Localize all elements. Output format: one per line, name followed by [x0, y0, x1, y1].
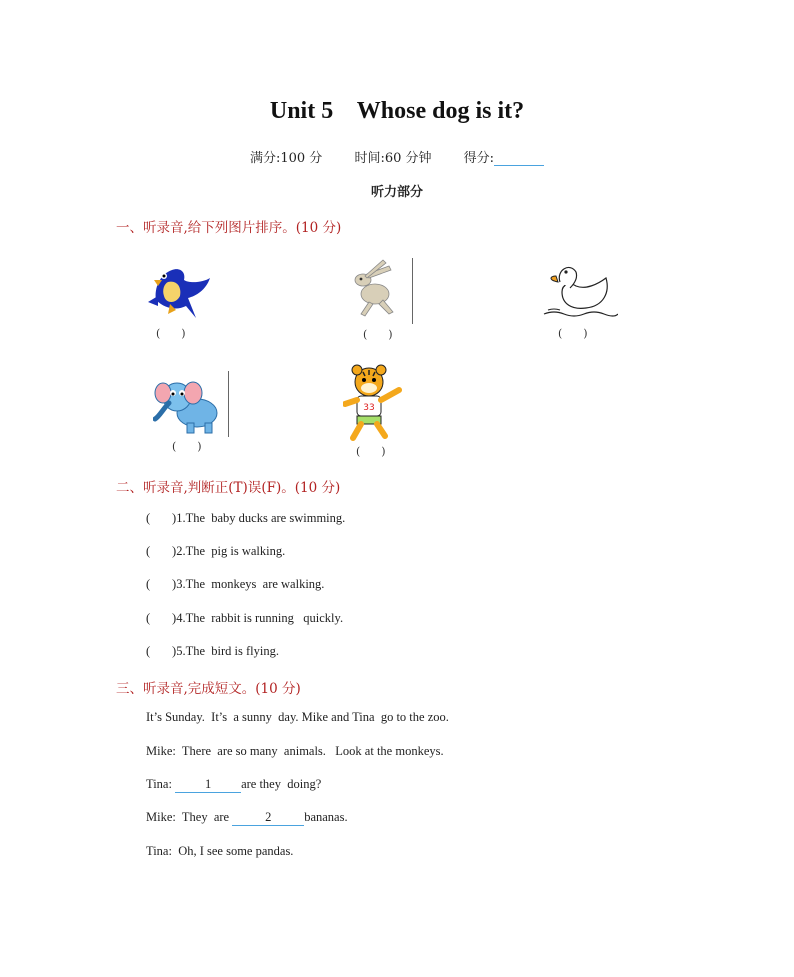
image-divider	[228, 371, 229, 437]
speaker-mike: Mike: They are	[146, 810, 230, 824]
tf-item-2[interactable]: ( )2.The pig is walking.	[146, 544, 286, 558]
duck-icon	[542, 262, 618, 320]
passage-line-1: It’s Sunday. It’s a sunny day. Mike and Tina go to the zoo.	[146, 710, 449, 724]
section1-heading: 一、听录音,给下列图片排序。(10 分)	[116, 220, 342, 236]
passage-line-5: Tina: Oh, I see some pandas.	[146, 844, 294, 858]
bird-icon	[146, 260, 212, 326]
rabbit-icon	[349, 258, 411, 324]
passage-line-4	[146, 810, 348, 826]
elephant-icon	[153, 373, 223, 437]
exam-meta	[0, 147, 794, 166]
tf-item-4[interactable]: ( )4.The rabbit is running quickly.	[146, 611, 344, 625]
score-field	[464, 151, 544, 166]
picture-answer-4[interactable]: ( )	[172, 440, 202, 453]
picture-answer-5[interactable]: ( )	[356, 445, 386, 458]
picture-answer-1[interactable]: ( )	[156, 327, 186, 340]
answer-blank-1[interactable]: 1	[175, 777, 241, 793]
full-score: 满分:100 分	[249, 151, 323, 166]
image-divider	[412, 258, 413, 324]
picture-answer-2[interactable]: ( )	[363, 328, 393, 341]
picture-answer-3[interactable]: ( )	[558, 327, 588, 340]
listening-heading: 听力部分	[370, 185, 423, 200]
score-label: 得分:	[463, 151, 495, 166]
tiger-icon	[343, 364, 413, 444]
section2-heading: 二、听录音,判断正(T)误(F)。(10 分)	[116, 480, 341, 496]
tf-item-3[interactable]: ( )3.The monkeys are walking.	[146, 577, 325, 591]
line4-rest: bananas.	[304, 810, 348, 824]
tf-item-1[interactable]: ( )1.The baby ducks are swimming.	[146, 511, 346, 525]
line3-rest: are they doing?	[241, 777, 322, 791]
passage-line-2: Mike: There are so many animals. Look at the monkeys.	[146, 744, 444, 758]
passage-line-3	[146, 777, 321, 793]
time-limit: 时间:60 分钟	[354, 151, 432, 166]
svg-text:33: 33	[363, 403, 375, 413]
tf-item-5[interactable]: ( )5.The bird is flying.	[146, 644, 279, 658]
score-blank[interactable]	[494, 151, 544, 166]
speaker-tina: Tina:	[146, 777, 172, 791]
page-title: Unit 5 Whose dog is it?	[269, 98, 525, 124]
answer-blank-2[interactable]: 2	[232, 810, 304, 826]
section3-heading: 三、听录音,完成短文。(10 分)	[116, 681, 301, 697]
